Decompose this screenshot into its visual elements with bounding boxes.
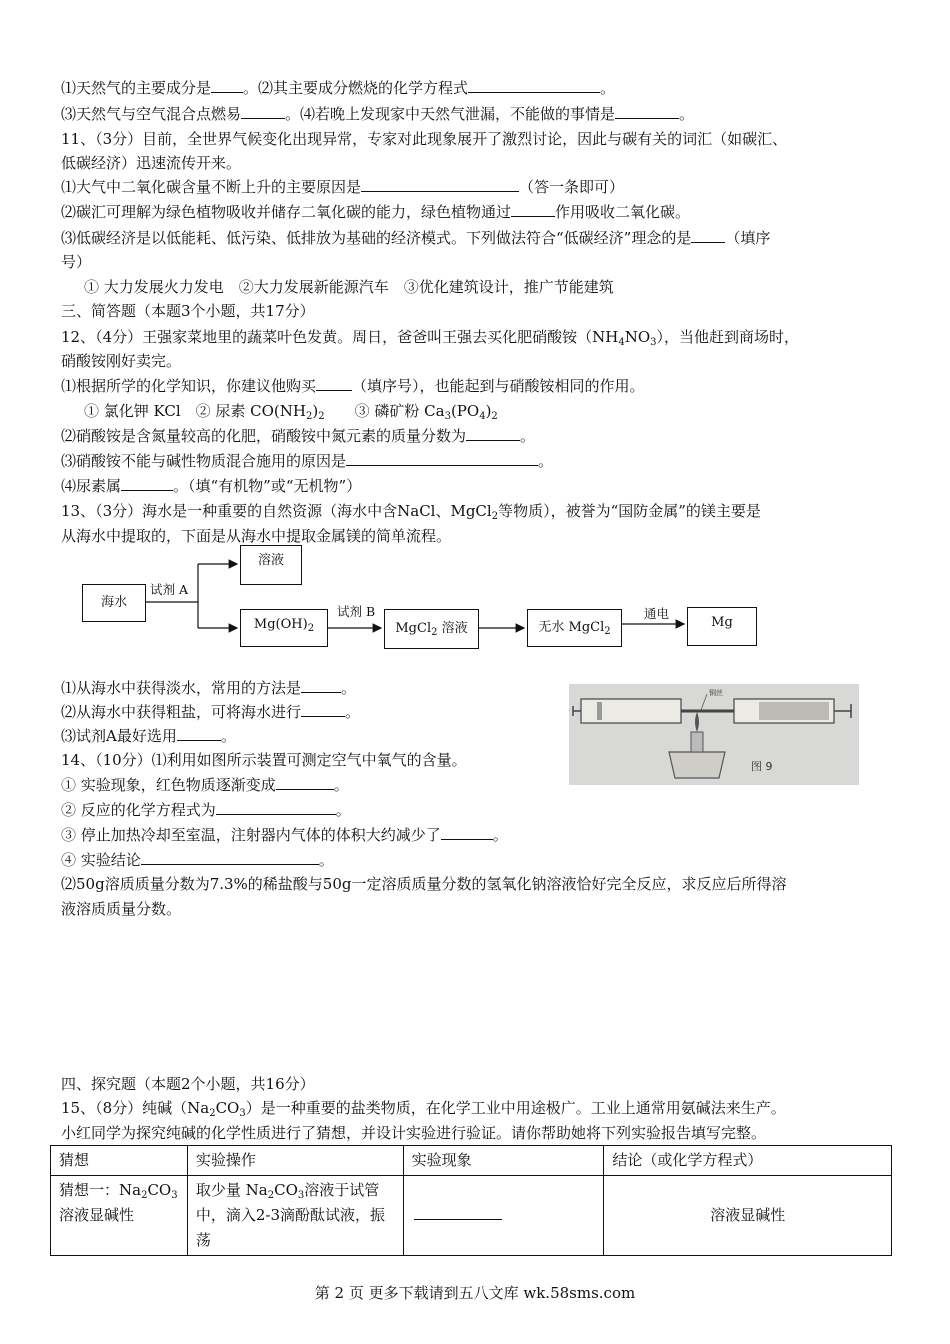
q12-stem-cont: 硝酸铵刚好卖完。 bbox=[61, 352, 182, 370]
q12-options: ① 氯化钾 KCl ② 尿素 $CO(NH_2)_2$ ③ 磷矿粉 $Ca_3(PO_4)_2$ bbox=[84, 402, 498, 422]
guess-cell: 猜想一：$Na_2CO_3$ 溶液显碱性 bbox=[51, 1176, 188, 1256]
q10-line1: ⑴天然气的主要成分是 。⑵其主要成分燃烧的化学方程式 。 bbox=[61, 79, 616, 97]
figure-label: 图 9 bbox=[751, 760, 773, 773]
conclusion-cell: 溶液显碱性 bbox=[604, 1176, 892, 1256]
q14-part3: ③ 停止加热冷却至室温，注射器内气体的体积大约减少了 。 bbox=[61, 826, 508, 844]
header-operation: 实验操作 bbox=[187, 1146, 403, 1176]
blank[interactable] bbox=[121, 476, 173, 491]
header-guess: 猜想 bbox=[51, 1146, 188, 1176]
q14-part1: ① 实验现象，红色物质逐渐变成 。 bbox=[61, 776, 349, 794]
q11-part3: ⑶低碳经济是以低能耗、低污染、低排放为基础的经济模式。下列做法符合“低碳经济”理念的是 （填序 bbox=[61, 229, 771, 247]
q15-stem-cont: 小红同学为探究纯碱的化学性质进行了猜想，并设计实验进行验证。请你帮助她将下列实验报告填写完整。 bbox=[61, 1124, 767, 1142]
seawater-box: 海水 bbox=[82, 584, 146, 622]
q13-part1: ⑴从海水中获得淡水，常用的方法是 。 bbox=[61, 679, 357, 697]
blank[interactable] bbox=[414, 1205, 502, 1220]
blank[interactable] bbox=[615, 104, 679, 119]
electrolysis-label: 通电 bbox=[644, 606, 670, 621]
blank[interactable] bbox=[301, 678, 341, 693]
blank[interactable] bbox=[216, 800, 336, 815]
magnesium-flow-diagram bbox=[75, 540, 775, 665]
blank[interactable] bbox=[346, 451, 538, 466]
blank[interactable] bbox=[141, 850, 319, 865]
q12-part4: ⑷尿素属 。（填“有机物”或“无机物”） bbox=[61, 477, 362, 495]
q13-part3: ⑶试剂A最好选用 。 bbox=[61, 727, 236, 745]
q10-line2: ⑶天然气与空气混合点燃易 。⑷若晚上发现家中天然气泄漏，不能做的事情是 。 bbox=[61, 105, 695, 123]
q11-part2: ⑵碳汇可理解为绿色植物吸收并储存二氧化碳的能力，绿色植物通过 作用吸收二氧化碳。 bbox=[61, 203, 691, 221]
q14-part2: ② 反应的化学方程式为 。 bbox=[61, 801, 351, 819]
table-header-row bbox=[51, 1146, 892, 1176]
experiment-report-table bbox=[50, 1145, 892, 1256]
q11-stem: 11、（3分）目前，全世界气候变化出现异常，专家对此现象展开了激烈讨论，因此与碳有关的词汇（如碳汇、 bbox=[61, 130, 788, 148]
blank[interactable] bbox=[691, 228, 725, 243]
q14-part4: ④ 实验结论 。 bbox=[61, 851, 334, 869]
q12-part2: ⑵硝酸铵是含氮量较高的化肥，硝酸铵中氮元素的质量分数为 。 bbox=[61, 427, 536, 445]
section-3-title: 三、简答题（本题3个小题，共17分） bbox=[61, 302, 315, 320]
copper-label: 铜丝 bbox=[709, 689, 723, 697]
q13-stem: 13、（3分）海水是一种重要的自然资源（海水中含NaCl、MgCl$_2$等物质），被誉为“国防金属”的镁主要是 bbox=[61, 502, 761, 522]
q11-options: ① 大力发展火力发电 ②大力发展新能源汽车 ③优化建筑设计，推广节能建筑 bbox=[84, 278, 614, 296]
header-conclusion: 结论（或化学方程式） bbox=[604, 1146, 892, 1176]
blank[interactable] bbox=[276, 775, 334, 790]
q11-stem-cont: 低碳经济）迅速流传开来。 bbox=[61, 154, 242, 172]
q12-stem: 12、（4分）王强家菜地里的蔬菜叶色发黄。周日，爸爸叫王强去买化肥硝酸铵$(NH_4NO_3)$，当他赶到商场时， bbox=[61, 328, 800, 348]
page-footer: 第 2 页 更多下载请到五八文库 wk.58sms.com bbox=[314, 1284, 636, 1302]
blank[interactable] bbox=[441, 825, 493, 840]
mg-box: Mg bbox=[687, 607, 757, 646]
q14-calc: ⑵50g溶质质量分数为7.3%的稀盐酸与50g一定溶质质量分数的氢氧化钠溶液恰好完全反应，求反应后所得溶 bbox=[61, 875, 787, 893]
blank[interactable] bbox=[361, 177, 519, 192]
mgcl2-solution-box: MgCl$_2$ 溶液 bbox=[384, 609, 479, 649]
figure-9-apparatus bbox=[569, 684, 859, 785]
reagent-b-label: 试剂 B bbox=[337, 604, 376, 619]
blank[interactable] bbox=[211, 78, 243, 93]
q15-stem: 15、（8分）纯碱$(Na_2CO_3)$是一种重要的盐类物质，在化学工业中用途极广。工业上通常用氨碱法来生产。 bbox=[61, 1099, 786, 1119]
blank[interactable] bbox=[241, 104, 285, 119]
q11-part3-cont: 号） bbox=[61, 253, 92, 271]
table-row bbox=[51, 1176, 892, 1256]
q12-part3: ⑶硝酸铵不能与碱性物质混合施用的原因是 。 bbox=[61, 452, 554, 470]
phenomenon-cell[interactable] bbox=[403, 1176, 604, 1256]
syringe-apparatus-drawing bbox=[569, 684, 859, 785]
q13-stem-cont: 从海水中提取的，下面是从海水中提取金属镁的简单流程。 bbox=[61, 527, 452, 545]
blank[interactable] bbox=[316, 376, 352, 391]
reagent-a-label: 试剂 A bbox=[150, 582, 189, 597]
blank[interactable] bbox=[468, 78, 600, 93]
header-phenomenon: 实验现象 bbox=[403, 1146, 604, 1176]
q13-part2: ⑵从海水中获得粗盐，可将海水进行 。 bbox=[61, 703, 361, 721]
anhydrous-mgcl2-box: 无水 MgCl$_2$ bbox=[527, 609, 622, 647]
blank[interactable] bbox=[511, 202, 555, 217]
q14-stem: 14、（10分）⑴利用如图所示装置可测定空气中氧气的含量。 bbox=[61, 751, 467, 769]
operation-cell: 取少量 $Na_2CO_3$溶液于试管中，滴入2-3滴酚酞试液，振荡 bbox=[187, 1176, 403, 1256]
q14-calc-cont: 液溶质质量分数。 bbox=[61, 900, 182, 918]
blank[interactable] bbox=[466, 426, 520, 441]
section-4-title: 四、探究题（本题2个小题，共16分） bbox=[61, 1075, 315, 1093]
solution-box: 溶液 bbox=[240, 545, 302, 585]
mgoh2-box: $Mg(OH)_2$ bbox=[240, 609, 328, 647]
q11-part1: ⑴大气中二氧化碳含量不断上升的主要原因是 （答一条即可） bbox=[61, 178, 625, 196]
blank[interactable] bbox=[177, 726, 221, 741]
blank[interactable] bbox=[301, 702, 345, 717]
q12-part1: ⑴根据所学的化学知识，你建议他购买 （填序号），也能起到与硝酸铵相同的作用。 bbox=[61, 377, 645, 395]
